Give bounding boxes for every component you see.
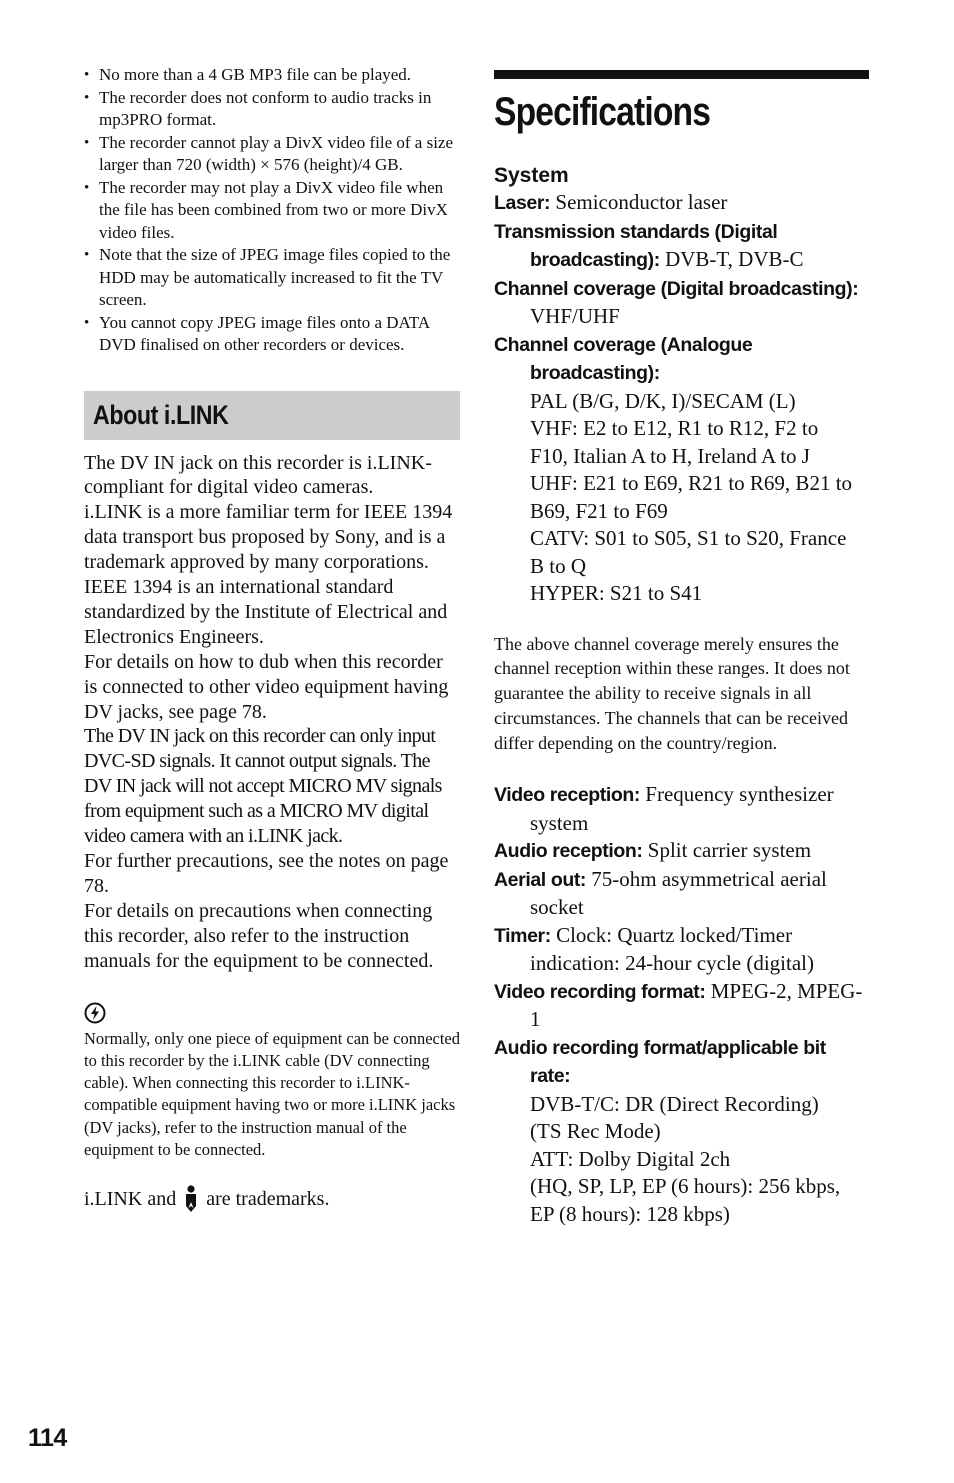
bullet-text: Note that the size of JPEG image files copied to the HDD may be automatically increased to fit the TV screen. <box>99 245 451 309</box>
spec-value: MPEG-2, MPEG-1 <box>530 978 863 1032</box>
trademark-text-before: i.LINK and <box>84 1188 177 1211</box>
list-item <box>84 312 460 357</box>
spec-aerial-out <box>494 866 870 922</box>
heading-rule <box>494 70 869 79</box>
system-heading: System <box>494 164 569 187</box>
spec-label: Transmission standards (Digital <box>494 220 778 243</box>
spec-value-line: CATV: S01 to S05, S1 to S20, France <box>530 526 847 550</box>
bullet-text: The recorder cannot play a DivX video file of a size larger than 720 (width) × 576 (height)/4 GB. <box>99 132 454 174</box>
bullet-text: The recorder does not conform to audio tracks in mp3PRO format. <box>99 87 432 129</box>
spec-label: Laser: <box>494 192 551 214</box>
spec-value-line: (TS Rec Mode) <box>530 1119 661 1144</box>
spec-value-line: DVB-T/C: DR (Direct Recording) <box>530 1091 819 1116</box>
spec-value-line: B to Q <box>530 553 587 578</box>
paragraph: The DV IN jack on this recorder can only input DVC-SD signals. It cannot output signals. The DV IN jack will not accept MICRO MV signals from equipment such as a MICRO MV digital video camera with an i.LINK jack. <box>84 725 442 848</box>
spec-value: Split carrier system <box>647 838 812 863</box>
spec-timer <box>494 922 870 978</box>
paragraph: For details on precautions when connecting this recorder, also refer to the instruction manuals for the equipment to be connected. <box>84 899 434 972</box>
spec-channel-digital <box>494 275 870 331</box>
spec-value: Clock: Quartz locked/Timer indication: 24-hour cycle (digital) <box>530 922 814 976</box>
bullet-glyph: • <box>84 89 90 106</box>
paragraph: IEEE 1394 is an international standard standardized by the Institute of Electrical and Electronics Engineers. <box>84 576 448 648</box>
spec-value-line: PAL (B/G, D/K, I)/SECAM (L) <box>530 388 796 413</box>
hint-icon <box>84 1002 106 1024</box>
bullet-glyph: • <box>84 67 90 83</box>
spec-group <box>494 781 870 1228</box>
spec-label: Aerial out: <box>494 868 587 891</box>
list-item <box>84 244 460 312</box>
spec-label: Timer: <box>494 924 551 947</box>
paragraph: i.LINK is a more familiar term for IEEE 1394 data transport bus proposed by Sony, and is a trademark approved by many corporations. <box>84 501 453 574</box>
hint-text <box>84 1028 460 1162</box>
page-heading: Specifications <box>494 90 711 134</box>
trademark-text-after: are trademarks. <box>206 1188 330 1211</box>
spec-value-line: B69, F21 to F69 <box>530 498 668 523</box>
spec-label: Audio reception: <box>494 840 643 863</box>
list-item <box>84 87 460 132</box>
page-number: 114 <box>28 1424 67 1452</box>
bullet-glyph: • <box>84 179 90 196</box>
list-item <box>84 132 460 177</box>
spec-value: VHF/UHF <box>530 304 620 328</box>
paragraph: The DV IN jack on this recorder is i.LINK-compliant for digital video cameras. <box>84 451 432 499</box>
notes-list <box>84 64 460 357</box>
spec-value-line: HYPER: S21 to S41 <box>530 581 703 605</box>
spec-audio-recording-format <box>494 1034 870 1091</box>
spec-label: broadcasting): <box>530 362 660 384</box>
spec-label: Audio recording format/applicable bit <box>494 1036 826 1059</box>
spec-value-line: VHF: E2 to E12, R1 to R12, F2 to <box>530 416 819 440</box>
spec-label: Video recording format: <box>494 980 706 1003</box>
list-item <box>84 177 460 245</box>
spec-label: broadcasting): <box>530 249 660 271</box>
spec-laser <box>494 189 870 218</box>
section-header-bar <box>84 391 460 440</box>
bullet-text: No more than a 4 GB MP3 file can be played. <box>99 65 412 84</box>
ilink-body <box>84 451 460 974</box>
paragraph: For further precautions, see the notes on page 78. <box>84 850 449 897</box>
bullet-glyph: • <box>84 247 90 263</box>
channel-note: The above channel coverage merely ensures the channel reception within these ranges. It does not guarantee the ability to receive signals in all circumstances. The channels that can be received differ depending on the country/region. <box>494 633 850 753</box>
ilink-logo-icon <box>182 1185 200 1213</box>
spec-value-line: ATT: Dolby Digital 2ch <box>530 1146 731 1171</box>
spec-value: Frequency synthesizer system <box>530 782 834 835</box>
spec-value: Semiconductor laser <box>555 190 728 214</box>
spec-value-line: F10, Italian A to H, Ireland A to J <box>530 443 810 468</box>
spec-channel-analogue-values <box>494 388 870 608</box>
spec-audio-reception <box>494 837 870 866</box>
spec-label: Video reception: <box>494 784 641 807</box>
bullet-glyph: • <box>84 134 90 151</box>
spec-label: Channel coverage (Digital broadcasting): <box>494 277 859 300</box>
spec-value-line: EP (8 hours): 128 kbps) <box>530 1201 730 1226</box>
paragraph: For details on how to dub when this recorder is connected to other video equipment having DV jacks, see page 78. <box>84 650 449 723</box>
spec-audio-recording-format-values <box>494 1091 870 1229</box>
spec-value-line: UHF: E21 to E69, R21 to R69, B21 to <box>530 471 853 495</box>
spec-value: 75-ohm asymmetrical aerial socket <box>530 866 827 920</box>
spec-channel-analogue <box>494 331 870 388</box>
spec-value: DVB-T, DVB-C <box>665 247 804 271</box>
spec-label: Channel coverage (Analogue <box>494 333 753 356</box>
list-item <box>84 64 460 87</box>
bullet-text: The recorder may not play a DivX video file when the file has been combined from two or more DivX video files. <box>99 177 448 242</box>
section-title: About i.LINK <box>93 399 229 430</box>
spec-value-line: (HQ, SP, LP, EP (6 hours): 256 kbps, <box>530 1174 841 1199</box>
trademark-line <box>84 1185 460 1213</box>
bullet-text: You cannot copy JPEG image files onto a DATA DVD finalised on other recorders or devices. <box>99 312 430 354</box>
right-column <box>494 70 870 1228</box>
spec-video-reception <box>494 781 870 837</box>
spec-video-recording-format <box>494 978 870 1034</box>
left-column <box>84 64 460 1213</box>
spec-transmission <box>494 218 870 275</box>
bullet-glyph: • <box>84 314 90 331</box>
spec-label: rate: <box>530 1065 571 1088</box>
hint-paragraph: Normally, only one piece of equipment can be connected to this recorder by the i.LINK cable (DV connecting cable). When connecting this recorder to i.LINK-compatible equipment having two or more i.LINK jacks (DV jacks), refer to the instruction manual of the equipment to be connected. <box>84 1028 460 1160</box>
